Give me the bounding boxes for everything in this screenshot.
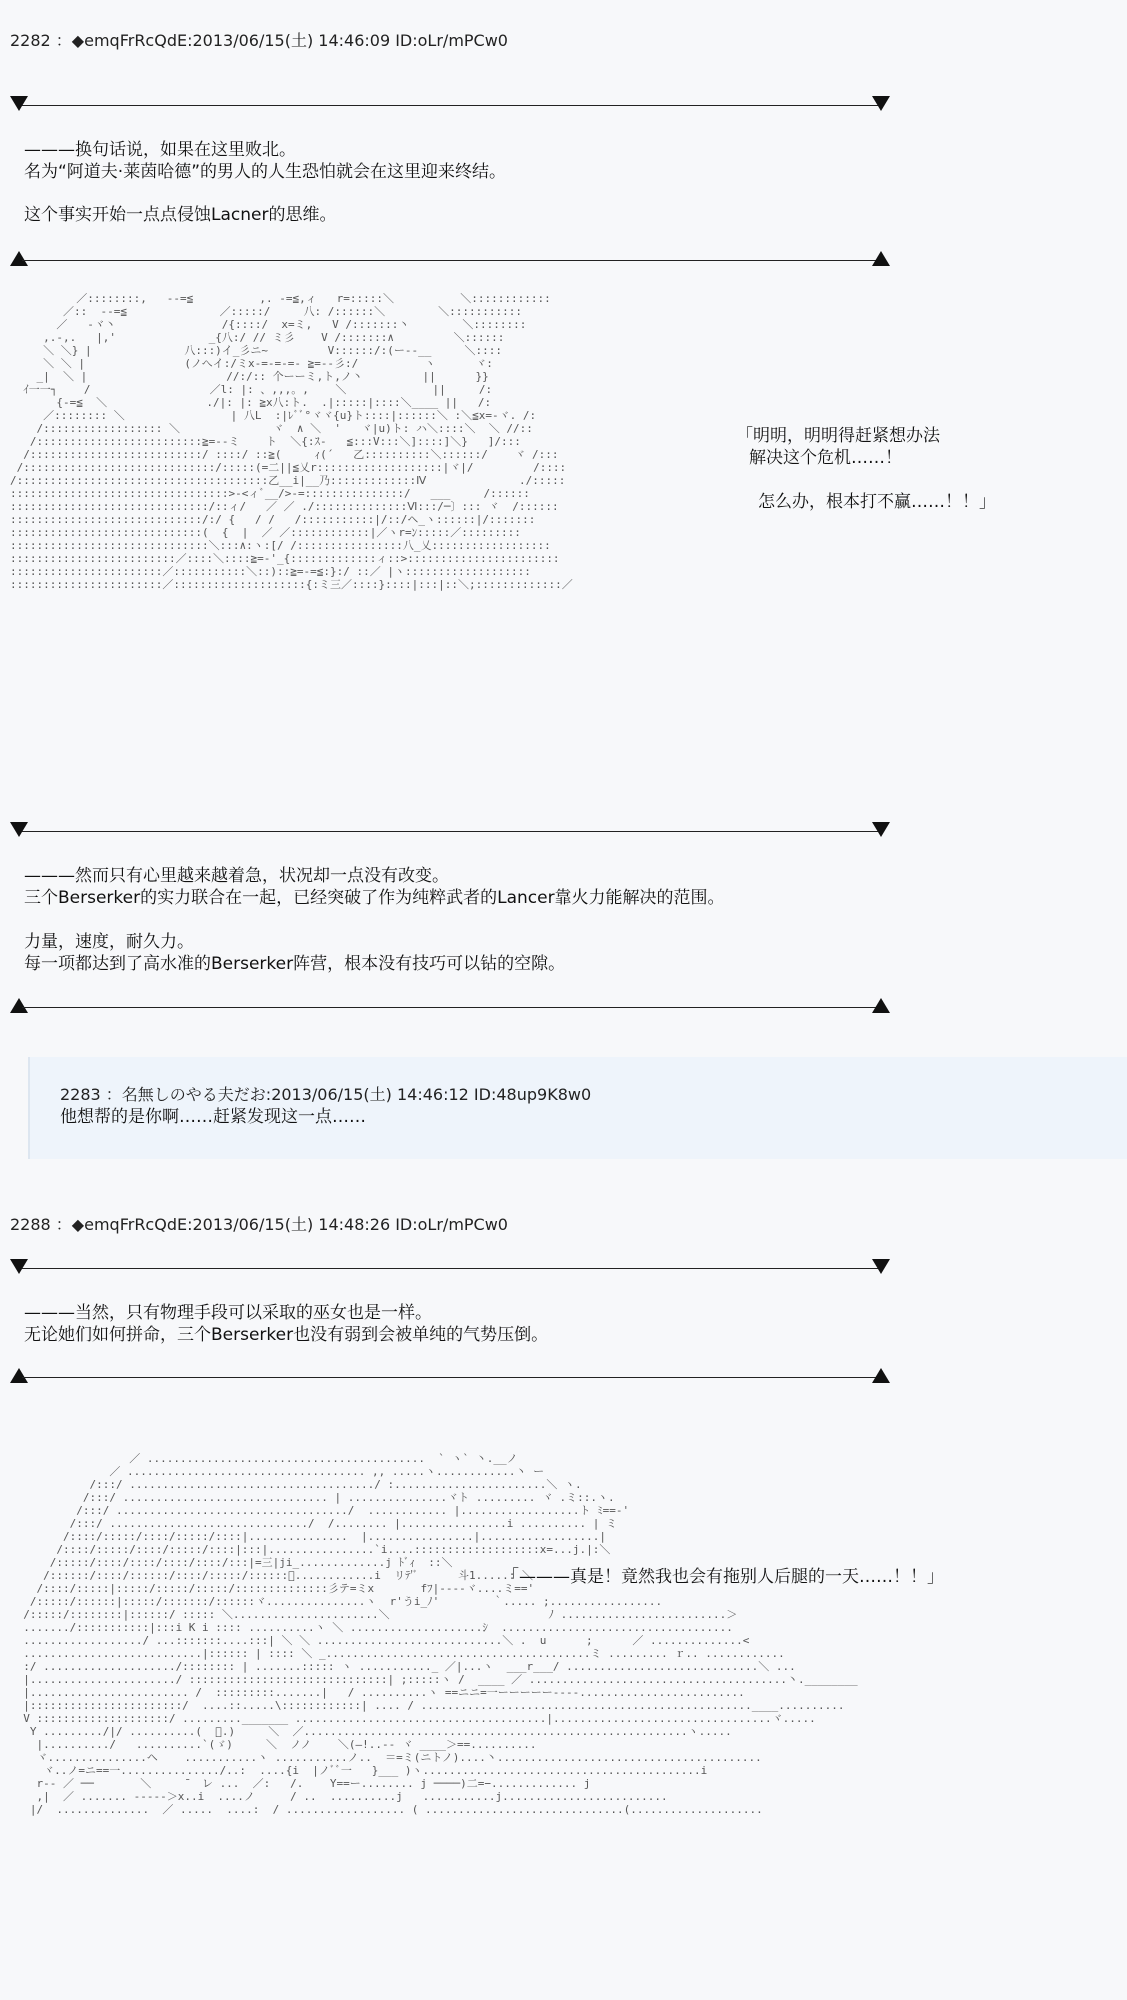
narration-line: 名为“阿道夫·莱茵哈德”的男人的人生恐怕就会在这里迎来终结。 (24, 162, 507, 182)
dialog-line: 怎么办，根本打不赢……！！」 (758, 492, 996, 512)
dialog-line: 「明明，明明得赶紧想办法 (736, 426, 940, 446)
separator-down (10, 1257, 890, 1279)
narration-line: 这个事实开始一点点侵蚀Lacner的思维。 (24, 205, 337, 225)
separator-up (10, 249, 890, 271)
narration-line: ———然而只有心里越来越着急，状况却一点没有改变。 (24, 866, 449, 886)
narration-line: 三个Berserker的实力联合在一起，已经突破了作为纯粹武者的Lancer靠火力能解决的范围。 (24, 888, 725, 908)
narration-line: ———当然，只有物理手段可以采取的巫女也是一样。 (24, 1303, 432, 1323)
ascii-art-shrine-maiden: ／ .......................................... ` ヽ` 丶.__ノ ／ .................................... ,, .....ヽ............丶 ー /:::/ ...................................../ :.......................＼ ヽ. /:::/ ............................... | ...............ヾト ......... ヾ .ミ::.ヽ. /:::/ .................................../ ............ |..................ト ﾐ==-' /:::/ ............................../ /........ |................i .......... | ミ /::::/:::::/::::/:::::/::::|............... |................|..................| /::::/:::::/::::/:::::/::::|:::|................`i....:::::::::::::::::::x=...j.|:＼ /:::::/::::/::::/::::/::::/:::|=三|ji_.............j ﾄﾞｨ ::＼ /::::::/::::/::::::/::::/:::::/::::::ﾞ............i リﾃ'ﾞ 斗1.....: ＼ /::::/:::::|:::::/:::::/:::::/::::::::::::::彡テ=ミx fﾌ|----ヾ....ミ==' /:::::/::::::|:::::/:::::::/::::::ヾ...............ヽ r'うi_ﾉ' ｀..... ;................. /:::::/::::::::|::::::/ ::::: ＼......................＼ ﾉ .........................＞ ......./:::::::::::|:::i K i :::: ..........ヽ ＼ ....................ｼ ................................... ................../ ...:::::::....:::| ＼ ＼ ............................＼ . u ; ／ ..............< ...........................|:::::: | :::: ＼ _........................................ミ ......... ｒ.. ............ :/ ..................../:::::::: | .......::::: ヽ ..........._ ／|...ヽ ___r___/ .............................＼ ... |....................../ ::::::::::::::::::::::::::::::| ;:::::ヽ / ____ ／ .......................................丶.________ |........................ / :::::::::.......| / ..........ヽ ==ニニ=一ーーーーー‐‐‐‐......................... |:::::::::::::::::::::::/ ....::.....\::::::::::::| .... / ..................................................____.......... V ::::::::::::::::::::/ ........._______ ......................................|.................................ヾ..... Y ........./|/ ..........( ゚.) ＼ ／..........................................................ヽ..... |........../ ..........`(ゞ) ＼ ノノ ＼(―!..-- ヾ ____＞==.......... ヾ...............ヘ ...........ヽ ...........ノ.. ＝=ミ(ニトノ)....丶........................................ ヾ..ノ=ニ==一.............../..: ....{i |ノﾞﾞ一 }___ )ヽ..........................................i r-- ／ ── ＼ ̄ レ ... ／: /. Y==ー........ j ────)二=−............. j ,| ／ ....... -----＞x..i ....ノ / .. ..........j ...........j......................... |/ .............. ／ ..... ....: / .................. ( ..............................(.................... (23, 1452, 858, 1816)
post-header: 2282 ：◆emqFrRcQdE:2013/06/15(土) 14:46:09 ID:oLr/mPCw0 (10, 31, 508, 50)
dialog-line: 「———真是！竟然我也会有拖别人后腿的一天……！！」 (502, 1567, 944, 1587)
reply-text: 他想帮的是你啊……赶紧发现这一点…… (60, 1107, 366, 1127)
dialog-line: 解决这个危机……！ (749, 448, 902, 468)
reply-post (28, 1057, 1127, 1159)
narration-line: 力量，速度，耐久力。 (24, 932, 194, 952)
ascii-art-lancer: ／::::::::, --=≦ ,. -=≦,ィ r=:::::＼ ＼:::::::::::: ／:: --=≦ ／:::::/ 八: /::::::＼ ＼::::::::::: ／ -ヾ丶 /{::::/ x=ミ, V /:::::::丶 ＼:::::::: ,.-,. |,' _{八:/ // ミ彡 V /:::::::∧ ＼:::::: ＼ ＼} | 八:::)イ_彡ニ~ V::::::/:(ー--__ ＼:::: ＼ ＼ | (ノへイ:/ミx-=-=-=- ≧=--彡:/ ヽ ヾ: _| ＼ | //:/:: 个ーーミ,ト,ノ丶 || }} ｲ一一┐ / ／l: |: 、,,,。, ＼ || /: {-=≦ ＼ ./|: |: ≧x八:ト. .|:::::|::::＼____ || /: ／:::::::: ＼ | 八L :|ﾚﾞﾞ°ヾヾ{u}ト::::|::::::＼ :＼≦x=-ヾ. /: /:::::::::::::::::: ＼ ヾ ∧ ＼ ' ヾ|u)ト: ハ＼::::＼ ＼ //:: /:::::::::::::::::::::::::≧=--ミ ト ＼{:ｽ- ≦:::V:::＼]::::]＼} ]/::: /::::::::::::::::::::::::::/ ::::/ ::≧( ｨ(´ 乙::::::::::＼::::::/ ヾ /::: /:::::::::::::::::::::::::::::/:::::(=二||≦乂r:::::::::::::::::::|ヾ|/ /:::: /::::::::::::::::::::::::::::::::::::::乙__i|__乃:::::::::::::Ⅳ ./::::: :::::::::::::::::::::::::::::::::>-<ィﾞ__/>-=:::::::::::::::/ ___ /:::::: ::::::::::::::::::::::::::::::/::ィ/ ／ ／ ./::::::::::::::Ⅵ:::/─〕::: ヾ /:::::: :::::::::::::::::::::::::::::/:/ { / / /:::::::::::|/::/ヘ_ヽ::::::|/::::::: :::::::::::::::::::::::::::::( { | ／ ／::::::::::::|／ヽr=ﾝ:::::／::::::::: ::::::::::::::::::::::::::::::＼:::∧:ヽ:[/ /::::::::::::::::八_乂:::::::::::::::::: :::::::::::::::::::::::::／::::＼::::≧=-'_{:::::::::::::ィ::>::::::::::::::::::::::: :::::::::::::::::::::::／:::::::::::＼::)::≧=-=≦:}:/ ::／ |ヽ::::::::::::::::::: :::::::::::::::::::::::／::::::::::::::::::::{:ミ三／::::}::::|:::|::＼;:::::::::::::／ (10, 292, 573, 591)
post-header: 2288 ：◆emqFrRcQdE:2013/06/15(土) 14:48:26 ID:oLr/mPCw0 (10, 1215, 508, 1234)
separator-down (10, 820, 890, 842)
narration-line: 每一项都达到了高水准的Berserker阵营，根本没有技巧可以钻的空隙。 (24, 954, 566, 974)
separator-down (10, 94, 890, 116)
separator-up (10, 1366, 890, 1388)
narration-line: 无论她们如何拼命，三个Berserker也没有弱到会被单纯的气势压倒。 (24, 1325, 549, 1345)
narration-line: ———换句话说，如果在这里败北。 (24, 140, 296, 160)
separator-up (10, 996, 890, 1018)
reply-header: 2283 ：名無しのやる夫だお:2013/06/15(土) 14:46:12 ID:48up9K8w0 (60, 1085, 592, 1104)
